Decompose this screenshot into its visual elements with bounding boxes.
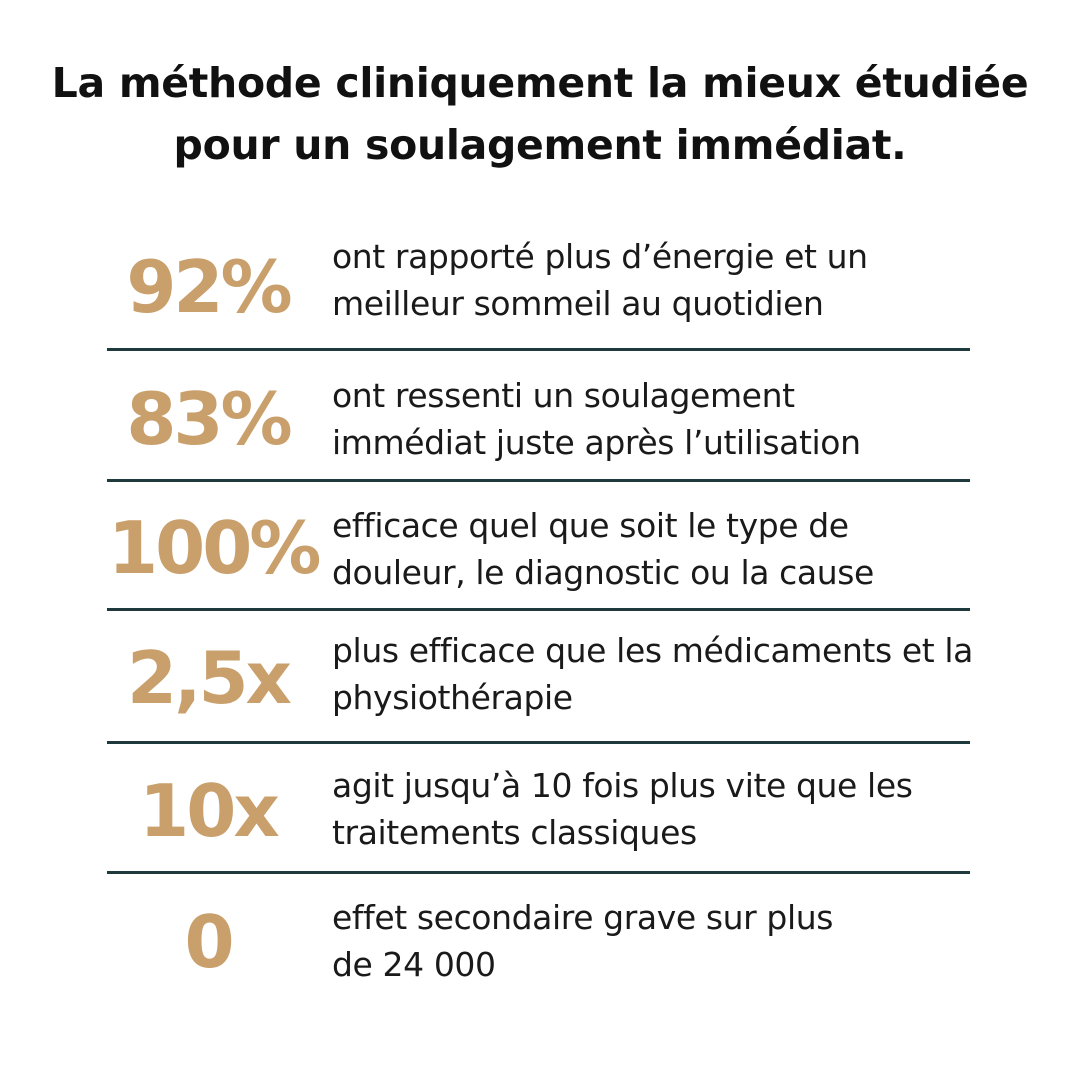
stat-value: 83%: [126, 377, 290, 461]
stat-description: [332, 372, 1042, 466]
stat-value: 92%: [126, 245, 290, 329]
stat-description: [332, 627, 1042, 721]
stat-description-line-2: traitements classiques: [332, 813, 697, 852]
stat-description: [332, 502, 1042, 596]
stat-description-line-1: ont rapporté plus d’énergie et un: [332, 237, 868, 276]
stat-description-line-1: agit jusqu’à 10 fois plus vite que les: [332, 766, 913, 805]
stat-value: 100%: [108, 506, 319, 590]
stat-description: [332, 762, 1042, 856]
stat-description-line-1: plus efficace que les médicaments et la: [332, 631, 973, 670]
stat-row-efficacy: [0, 481, 1080, 611]
headline-line-1: La méthode cliniquement la mieux étudiée: [51, 59, 1029, 107]
stat-row-immediate-relief: [0, 350, 1080, 480]
stat-value: 2,5x: [127, 636, 289, 720]
stat-row-speed: [0, 743, 1080, 873]
stat-description-line-2: physiothérapie: [332, 678, 573, 717]
stat-row-vs-medication: [0, 610, 1080, 740]
headline: [0, 52, 1080, 176]
stat-description-line-2: meilleur sommeil au quotidien: [332, 284, 824, 323]
stat-value: 0: [184, 900, 232, 984]
stat-description-line-2: douleur, le diagnostic ou la cause: [332, 553, 874, 592]
stat-description-line-1: effet secondaire grave sur plus: [332, 898, 834, 937]
stat-value: 10x: [139, 769, 277, 853]
stat-description-line-1: ont ressenti un soulagement: [332, 376, 795, 415]
stat-description-line-1: efficace quel que soit le type de: [332, 506, 849, 545]
headline-line-2: pour un soulagement immédiat.: [173, 121, 907, 169]
stat-description-line-2: de 24 000: [332, 945, 496, 984]
stat-description-line-2: immédiat juste après l’utilisation: [332, 423, 861, 462]
stat-description: [332, 894, 1042, 988]
stat-row-side-effects: [0, 873, 1080, 1003]
stat-description: [332, 233, 1042, 327]
stat-row-energy-sleep: [0, 220, 1080, 350]
